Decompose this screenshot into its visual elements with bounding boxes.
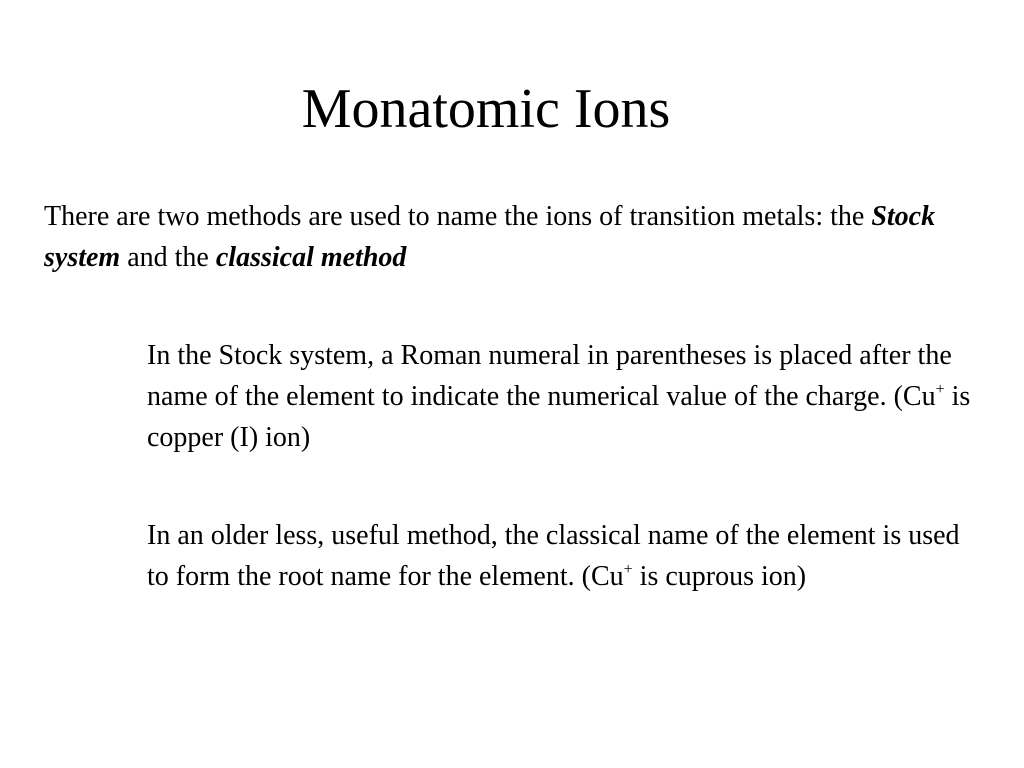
stock-system-paragraph xyxy=(147,335,977,458)
classical-method-term: classical method xyxy=(215,242,407,273)
stock-system-term: Stock system xyxy=(44,201,936,273)
classical-text-before: In an older less, useful method, the classical name of the element is used to form the root name for the element. (Cu xyxy=(147,520,960,592)
classical-method-paragraph xyxy=(147,515,977,597)
stock-charge-superscript: + xyxy=(935,381,945,398)
intro-text-start: There are two methods are used to name the ions of transition metals: the xyxy=(44,201,872,232)
stock-text-before: In the Stock system, a Roman numeral in parentheses is placed after the name of the element to indicate the numerical value of the charge. (Cu xyxy=(147,340,952,412)
classical-text-after: is cuprous ion) xyxy=(632,561,807,592)
stock-text-after: is copper (I) ion) xyxy=(147,381,971,453)
classical-charge-superscript: + xyxy=(623,561,633,578)
slide-title: Monatomic Ions xyxy=(301,78,671,140)
intro-text-middle: and the xyxy=(120,242,216,273)
intro-paragraph xyxy=(44,196,944,278)
